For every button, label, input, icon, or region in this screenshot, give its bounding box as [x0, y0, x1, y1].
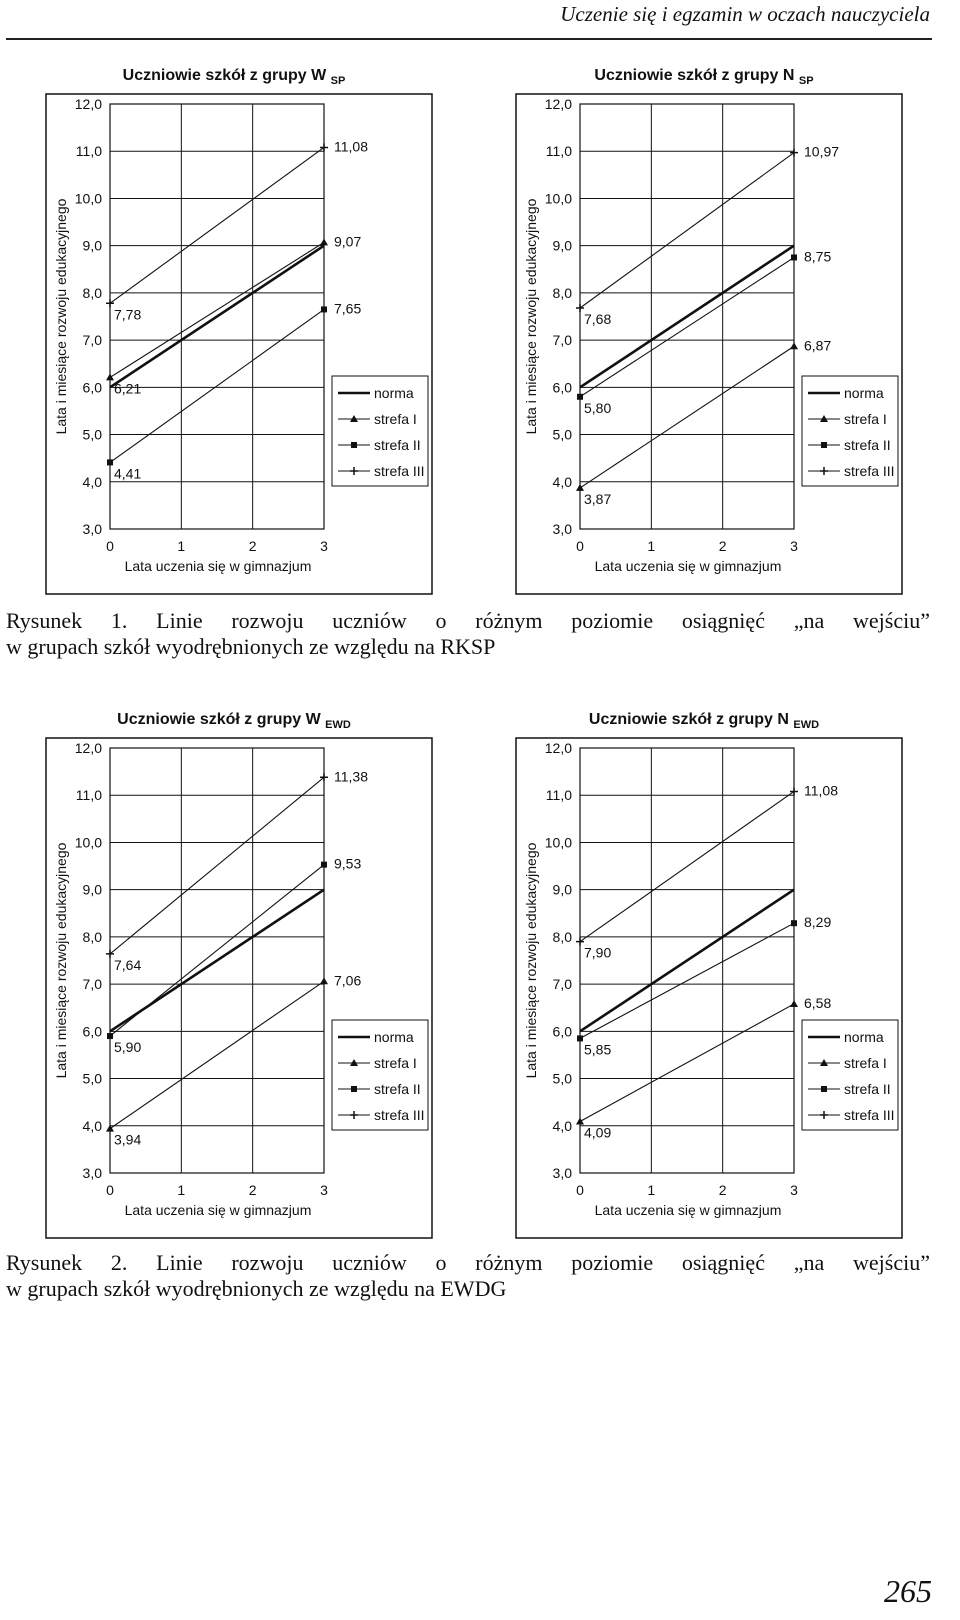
- y-axis-label: Lata i miesiące rozwoju edukacyjnego: [53, 842, 69, 1079]
- chart-svg: [6, 700, 444, 1240]
- chart-title-subscript: SP: [798, 75, 814, 87]
- figure1-caption-line1: Rysunek 1. Linie rozwoju uczniów o różnym poziomie osiągnięć „na wejściu”: [6, 608, 930, 633]
- y-tick-label: 4,0: [82, 473, 102, 490]
- chart-title: Uczniowie szkół z grupy N $_{SP}$: [594, 67, 814, 87]
- y-tick-label: 4,0: [552, 473, 572, 490]
- y-tick-label: 10,0: [544, 834, 572, 851]
- legend: [332, 376, 428, 486]
- y-tick-label: 6,0: [82, 379, 102, 396]
- y-tick-label: 5,0: [82, 1070, 102, 1087]
- legend-entry: strefa I: [374, 411, 417, 427]
- legend-entry: strefa III: [374, 1107, 425, 1123]
- data-point: [577, 1035, 583, 1041]
- y-tick-label: 8,0: [82, 928, 102, 945]
- figure2-caption-line1: Rysunek 2. Linie rozwoju uczniów o różnym poziomie osiągnięć „na wejściu”: [6, 1250, 930, 1275]
- data-label: 4,09: [584, 1124, 612, 1141]
- y-tick-label: 11,0: [545, 787, 572, 804]
- legend-entry: strefa III: [844, 463, 895, 479]
- y-tick-label: 10,0: [544, 190, 572, 207]
- data-point: [107, 459, 113, 465]
- data-label: 3,94: [114, 1131, 142, 1148]
- data-label: 7,65: [334, 300, 362, 317]
- x-axis-label: Lata uczenia się w gimnazjum: [124, 558, 312, 574]
- chart-svg: [476, 700, 914, 1240]
- x-axis-label: Lata uczenia się w gimnazjum: [594, 1202, 782, 1218]
- chart-n-sp: [476, 56, 914, 596]
- legend-entry: norma: [374, 385, 414, 401]
- page-number: 265: [884, 1573, 932, 1609]
- x-tick-label: 3: [790, 1182, 798, 1198]
- y-tick-label: 9,0: [552, 881, 572, 898]
- data-point: [321, 306, 327, 312]
- x-tick-label: 0: [106, 538, 114, 554]
- figure2-caption-line2: w grupach szkół wyodrębnionych ze względu na EWDG: [6, 1276, 507, 1301]
- y-tick-label: 5,0: [552, 1070, 572, 1087]
- y-tick-label: 8,0: [552, 284, 572, 301]
- data-label: 6,58: [804, 994, 832, 1011]
- chart-w-sp: [6, 56, 444, 596]
- x-tick-label: 0: [106, 1182, 114, 1198]
- legend-marker: [351, 442, 357, 448]
- data-label: 9,07: [334, 233, 362, 250]
- data-label: 6,21: [114, 380, 142, 397]
- x-tick-label: 0: [576, 538, 584, 554]
- chart-frame: [516, 738, 902, 1238]
- x-tick-label: 1: [177, 538, 186, 554]
- data-label: 5,85: [584, 1041, 612, 1058]
- y-tick-label: 3,0: [82, 521, 102, 537]
- y-axis-label: Lata i miesiące rozwoju edukacyjnego: [523, 198, 539, 435]
- data-label: 3,87: [584, 490, 612, 507]
- figure1-caption-line2: w grupach szkół wyodrębnionych ze względu na RKSP: [6, 634, 496, 659]
- data-point: [577, 394, 583, 400]
- data-label: 7,78: [114, 306, 142, 323]
- legend-entry: strefa III: [844, 1107, 895, 1123]
- x-axis-label: Lata uczenia się w gimnazjum: [124, 1202, 312, 1218]
- chart-frame: [516, 94, 902, 594]
- y-tick-label: 12,0: [74, 740, 102, 756]
- chart-title-subscript: EWD: [793, 719, 820, 731]
- y-tick-label: 11,0: [545, 143, 572, 160]
- legend-entry: norma: [844, 385, 884, 401]
- legend-entry: strefa I: [374, 1055, 417, 1071]
- data-label: 8,75: [804, 248, 832, 265]
- x-tick-label: 3: [790, 538, 798, 554]
- chart-svg: [476, 56, 914, 596]
- data-label: 11,08: [334, 138, 368, 155]
- y-tick-label: 12,0: [544, 740, 572, 756]
- chart-title: Uczniowie szkół z grupy W $_{EWD}$: [117, 711, 351, 731]
- chart-title: Uczniowie szkół z grupy W $_{SP}$: [122, 67, 346, 87]
- chart-svg: [6, 56, 444, 596]
- y-tick-label: 8,0: [82, 284, 102, 301]
- x-tick-label: 2: [248, 538, 257, 554]
- x-tick-label: 1: [177, 1182, 186, 1198]
- chart-title-subscript: EWD: [325, 719, 351, 731]
- data-label: 9,53: [334, 855, 362, 872]
- data-label: 11,08: [804, 782, 838, 799]
- y-tick-label: 7,0: [82, 332, 102, 349]
- data-point: [321, 862, 327, 868]
- legend: [332, 1020, 428, 1130]
- x-tick-label: 1: [647, 1182, 656, 1198]
- data-point: [107, 1033, 113, 1039]
- chart-frame: [46, 738, 432, 1238]
- y-tick-label: 3,0: [82, 1165, 102, 1181]
- y-tick-label: 8,0: [552, 928, 572, 945]
- legend-entry: strefa II: [844, 1081, 891, 1097]
- y-tick-label: 3,0: [552, 521, 572, 537]
- x-tick-label: 2: [718, 1182, 727, 1198]
- legend-entry: strefa III: [374, 463, 425, 479]
- x-tick-label: 3: [320, 538, 328, 554]
- legend-entry: strefa II: [844, 437, 891, 453]
- y-tick-label: 12,0: [74, 96, 102, 112]
- y-tick-label: 10,0: [74, 834, 102, 851]
- y-tick-label: 9,0: [82, 237, 102, 254]
- data-label: 7,68: [584, 311, 612, 327]
- chart-w-ewd: [6, 700, 444, 1240]
- chart-frame: [46, 94, 432, 594]
- data-label: 5,80: [584, 399, 612, 416]
- legend-entry: strefa II: [374, 437, 421, 453]
- data-label: 11,38: [334, 768, 368, 785]
- y-tick-label: 6,0: [82, 1023, 102, 1040]
- y-tick-label: 4,0: [552, 1117, 572, 1134]
- y-axis-label: Lata i miesiące rozwoju edukacyjnego: [523, 842, 539, 1079]
- y-tick-label: 12,0: [544, 96, 572, 112]
- x-axis-label: Lata uczenia się w gimnazjum: [594, 558, 782, 574]
- y-axis-label: Lata i miesiące rozwoju edukacyjnego: [53, 198, 69, 435]
- data-label: 7,64: [114, 956, 142, 973]
- x-tick-label: 1: [647, 538, 656, 554]
- y-tick-label: 7,0: [552, 332, 572, 349]
- x-tick-label: 0: [576, 1182, 584, 1198]
- data-label: 8,29: [804, 914, 832, 931]
- data-label: 10,97: [804, 143, 840, 160]
- y-tick-label: 11,0: [75, 143, 102, 160]
- y-tick-label: 11,0: [75, 787, 102, 804]
- chart-title: Uczniowie szkół z grupy N $_{EWD}$: [588, 711, 820, 731]
- data-label: 6,87: [804, 337, 832, 354]
- y-tick-label: 3,0: [552, 1165, 572, 1181]
- running-header: Uczenie się i egzamin w oczach nauczyciela: [560, 2, 930, 26]
- chart-title-subscript: SP: [330, 75, 346, 87]
- x-tick-label: 3: [320, 1182, 328, 1198]
- y-tick-label: 5,0: [82, 426, 102, 443]
- legend-marker: [351, 1086, 357, 1092]
- legend-marker: [821, 1086, 827, 1092]
- y-tick-label: 4,0: [82, 1117, 102, 1134]
- legend-entry: strefa I: [844, 1055, 887, 1071]
- figure1-caption: [6, 608, 930, 660]
- y-tick-label: 7,0: [552, 976, 572, 993]
- legend-entry: strefa II: [374, 1081, 421, 1097]
- data-point: [791, 920, 797, 926]
- y-tick-label: 5,0: [552, 426, 572, 443]
- y-tick-label: 10,0: [74, 190, 102, 207]
- legend-entry: norma: [844, 1029, 884, 1045]
- header-rule: [6, 38, 932, 40]
- legend-marker: [821, 442, 827, 448]
- legend-entry: strefa I: [844, 411, 887, 427]
- data-label: 7,06: [334, 972, 362, 989]
- y-tick-label: 9,0: [552, 237, 572, 254]
- y-tick-label: 6,0: [552, 1023, 572, 1040]
- chart-n-ewd: [476, 700, 914, 1240]
- legend: [802, 1020, 898, 1130]
- y-tick-label: 9,0: [82, 881, 102, 898]
- x-tick-label: 2: [248, 1182, 257, 1198]
- legend: [802, 376, 898, 486]
- data-label: 5,90: [114, 1039, 142, 1056]
- data-point: [791, 254, 797, 260]
- data-label: 4,41: [114, 465, 142, 482]
- x-tick-label: 2: [718, 538, 727, 554]
- y-tick-label: 7,0: [82, 976, 102, 993]
- y-tick-label: 6,0: [552, 379, 572, 396]
- legend-entry: norma: [374, 1029, 414, 1045]
- figure2-caption: [6, 1250, 930, 1302]
- data-label: 7,90: [584, 944, 612, 961]
